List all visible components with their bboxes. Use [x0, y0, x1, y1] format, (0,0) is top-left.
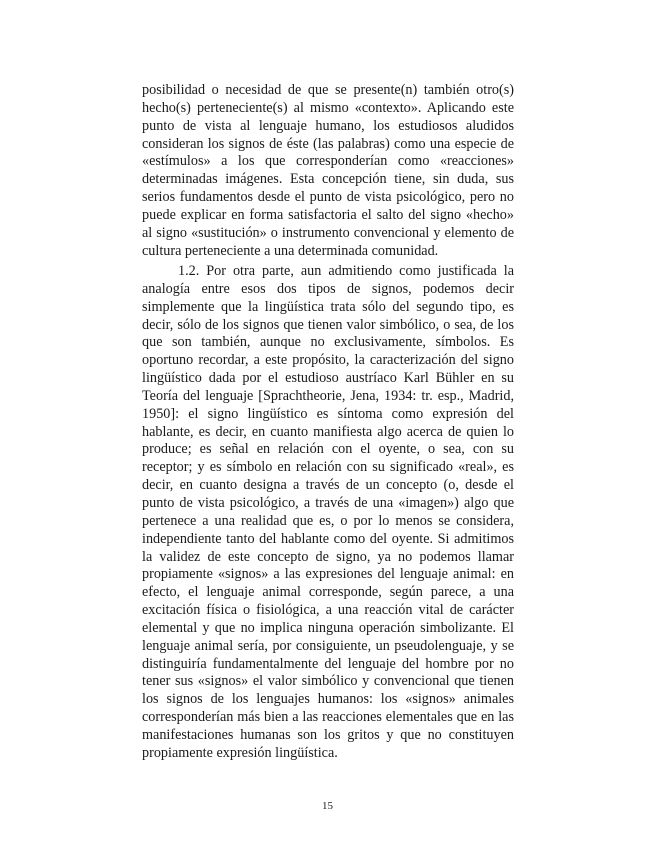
body-paragraph-2: 1.2. Por otra parte, aun admitiendo como justificada la analogía entre esos dos tipos de signos, podemos decir simplemente que la lingüística trata sólo del segundo tipo, es decir, sólo de los signos que tienen valor simbólico, o sea, de los que son también, aunque no exclusivamente, símbolos. Es oportuno recordar, a este propósito, la caracterización del signo lingüístico dada por el estudioso austríaco Karl Bühler en su Teoría del lenguaje [Sprachtheorie, Jena, 1934: tr. esp., Madrid, 1950]: el signo lingüístico es síntoma como expresión del hablante, es decir, en cuanto manifiesta algo acerca de quien lo produce; es señal en relación con el oyente, o sea, con su receptor; y es símbolo en relación con su significado «real», es decir, en cuanto designa a través de un concepto (o, desde el punto de vista psicológico, a través de una «imagen») algo que pertenece a una realidad que es, o por lo menos se considera, independiente tanto del hablante como del oyente. Si admitimos la validez de este concepto de signo, ya no podemos llamar propiamente «signos» a las expresiones del lenguaje animal: en efecto, el lenguaje animal corresponde, según parece, a una excitación física o fisiológica, a una reacción vital de carácter elemental y que no implica ninguna operación simbolizante. El lenguaje animal sería, por consiguiente, un pseudolenguaje, y se distinguiría fundamentalmente del lenguaje del hombre por no tener sus «signos» el valor simbólico y convencional que tienen los signos de los lenguajes humanos: los «signos» animales corresponderían más bien a las reacciones elementales que en las manifestaciones humanas son los gritos y que no constituyen propiamente expresión lingüística.: [142, 263, 514, 761]
page-number: 15: [322, 800, 333, 812]
body-paragraph-1: posibilidad o necesidad de que se presente(n) también otro(s) hecho(s) perteneciente(s) al mismo «contexto». Aplicando este punto de vista al lenguaje humano, los estudiosos aludidos consideran los signos de éste (las palabras) como una especie de «estímulos» a los que corresponderían como «reacciones» determinadas imágenes. Esta concepción tiene, sin duda, sus serios fundamentos desde el punto de vista psicológico, pero no puede explicar en forma satisfactoria el salto del signo «hecho» al signo «sustitución» o instrumento convencional y elemento de cultura perteneciente a una determinada comunidad.: [142, 82, 514, 259]
